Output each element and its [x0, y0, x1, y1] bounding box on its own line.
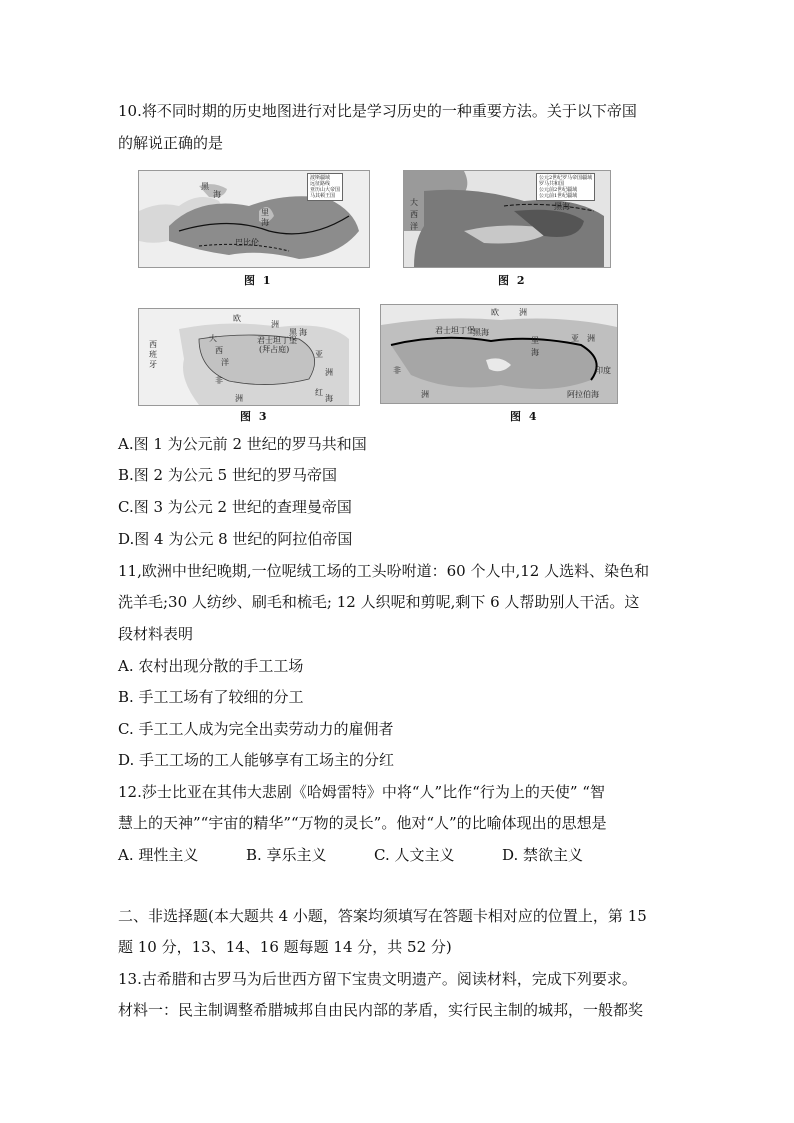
map-3-label: 海 — [325, 394, 333, 403]
q12-option-c: C. 人文主义 — [374, 846, 455, 864]
map-2-label: 大 — [410, 198, 418, 207]
q13-stem: 13.古希腊和古罗马为后世西方留下宝贵文明遗产。阅读材料，完成下列要求。 — [118, 970, 637, 988]
map-3-label: 君士坦丁堡 — [257, 336, 297, 345]
map-3-drawing — [139, 309, 359, 405]
map-4-label: 非 — [393, 366, 401, 375]
map-2-legend — [536, 173, 595, 201]
map-1-label: 里 — [261, 208, 269, 217]
q12-options — [118, 845, 583, 865]
map-3-label: 大 — [209, 334, 217, 343]
q11-stem-line1: 11,欧洲中世纪晚期,一位呢绒工场的工头吩咐道：60 个人中,12 人选料、染色和 — [118, 562, 650, 580]
map-4 — [380, 304, 618, 404]
map-3-label: 红 — [315, 388, 323, 397]
map-1-caption: 图 1 — [244, 274, 273, 287]
map-2-label: 洋 — [410, 222, 418, 231]
map-4-caption: 图 4 — [510, 410, 539, 423]
q10-option-d: D.图 4 为公元 8 世纪的阿拉伯帝国 — [118, 530, 353, 548]
q11-option-b: B. 手工工场有了较细的分工 — [118, 688, 304, 706]
q12-option-d: D. 禁欲主义 — [502, 846, 584, 864]
q13-material1: 材料一：民主制调整希腊城邦自由民内部的茅盾，实行民主制的城邦，一般都奖 — [118, 1001, 644, 1019]
q12-option-a: A. 理性主义 — [118, 846, 199, 864]
map-4-label: 洲 — [421, 390, 429, 399]
map-4-label: 里 — [531, 336, 539, 345]
map-2-legend-item: 公元前1世纪疆域 — [539, 193, 578, 199]
map-4-label: 君士坦丁堡 — [435, 326, 475, 335]
map-4-label: 欧 — [491, 308, 499, 317]
map-2 — [403, 170, 611, 268]
map-1-legend-item: 亚历山大帝国 — [310, 187, 341, 193]
map-3-label: 欧 — [233, 314, 241, 323]
q10-stem-line1: 10.将不同时期的历史地图进行对比是学习历史的一种重要方法。关于以下帝国 — [118, 102, 637, 120]
q12-stem-line1: 12.莎士比亚在其伟大悲剧《哈姆雷特》中将“人”比作“行为上的天使” “智 — [118, 783, 605, 801]
map-3 — [138, 308, 360, 406]
q10-option-b: B.图 2 为公元 5 世纪的罗马帝国 — [118, 466, 337, 484]
q12-option-b: B. 享乐主义 — [246, 846, 327, 864]
map-3-label: 洋 — [221, 358, 229, 367]
map-2-legend-item: 公元前2世纪疆域 — [539, 187, 578, 193]
map-3-label: 西 — [215, 346, 223, 355]
map-1 — [138, 170, 370, 268]
map-3-label: 洲 — [325, 368, 333, 377]
map-2-legend-item: 罗马共和国 — [539, 181, 565, 187]
map-3-label: 洲 — [271, 320, 279, 329]
section2-heading-line1: 二、非选择题(本大题共 4 小题，答案均须填写在答题卡相对应的位置上，第 15 — [118, 907, 647, 925]
map-3-label: 黑 — [289, 328, 297, 337]
q10-option-a: A.图 1 为公元前 2 世纪的罗马共和国 — [118, 435, 367, 453]
map-4-label: 黑海 — [473, 328, 489, 337]
map-3-label: 洲 — [235, 394, 243, 403]
q10-option-c: C.图 3 为公元 2 世纪的查理曼帝国 — [118, 498, 352, 516]
map-3-caption: 图 3 — [240, 410, 269, 423]
map-1-legend-item: 远征路线 — [310, 181, 331, 187]
map-4-label: 洲 — [519, 308, 527, 317]
map-2-label: 黑海 — [554, 202, 570, 211]
q10-stem-line2: 的解说正确的是 — [118, 134, 224, 152]
map-1-legend-item: 波斯疆域 — [310, 175, 331, 181]
map-1-legend — [307, 173, 343, 201]
map-4-label: 印度 — [595, 366, 611, 375]
map-1-label: 海 — [261, 218, 269, 227]
q11-stem-line2: 洗羊毛;30 人纺纱、刷毛和梳毛; 12 人织呢和剪呢,剩下 6 人帮助别人干活。这 — [118, 593, 640, 611]
section2-heading-line2: 题 10 分，13、14、16 题每题 14 分，共 52 分) — [118, 938, 452, 956]
map-4-label: 海 — [531, 348, 539, 357]
map-3-label: 非 — [215, 376, 223, 385]
q12-stem-line2: 慧上的天神”“宇宙的精华”“万物的灵长”。他对“人”的比喻体现出的思想是 — [118, 814, 607, 832]
q11-stem-line3: 段材料表明 — [118, 625, 194, 643]
q11-option-d: D. 手工工场的工人能够享有工场主的分红 — [118, 751, 395, 769]
map-2-caption: 图 2 — [498, 274, 527, 287]
map-1-label: 巴比伦 — [235, 238, 259, 247]
map-3-label: 西 — [149, 340, 157, 349]
map-1-label: 海 — [213, 190, 221, 199]
map-1-legend-item: 马其顿王国 — [310, 193, 336, 199]
map-4-label: 阿拉伯海 — [567, 390, 599, 399]
map-3-label: (拜占庭) — [259, 345, 290, 354]
map-3-label: 班 — [149, 350, 157, 359]
q11-option-c: C. 手工工人成为完全出卖劳动力的雇佣者 — [118, 720, 394, 738]
map-1-label: 黑 — [201, 182, 209, 191]
map-2-legend-item: 公元2世纪罗马帝国疆域 — [539, 175, 593, 181]
map-3-label: 海 — [299, 328, 307, 337]
map-2-label: 西 — [410, 210, 418, 219]
map-3-label: 牙 — [149, 360, 157, 369]
map-4-label: 亚 — [571, 334, 579, 343]
map-3-label: 亚 — [315, 350, 323, 359]
q11-option-a: A. 农村出现分散的手工工场 — [118, 657, 304, 675]
map-4-label: 洲 — [587, 334, 595, 343]
